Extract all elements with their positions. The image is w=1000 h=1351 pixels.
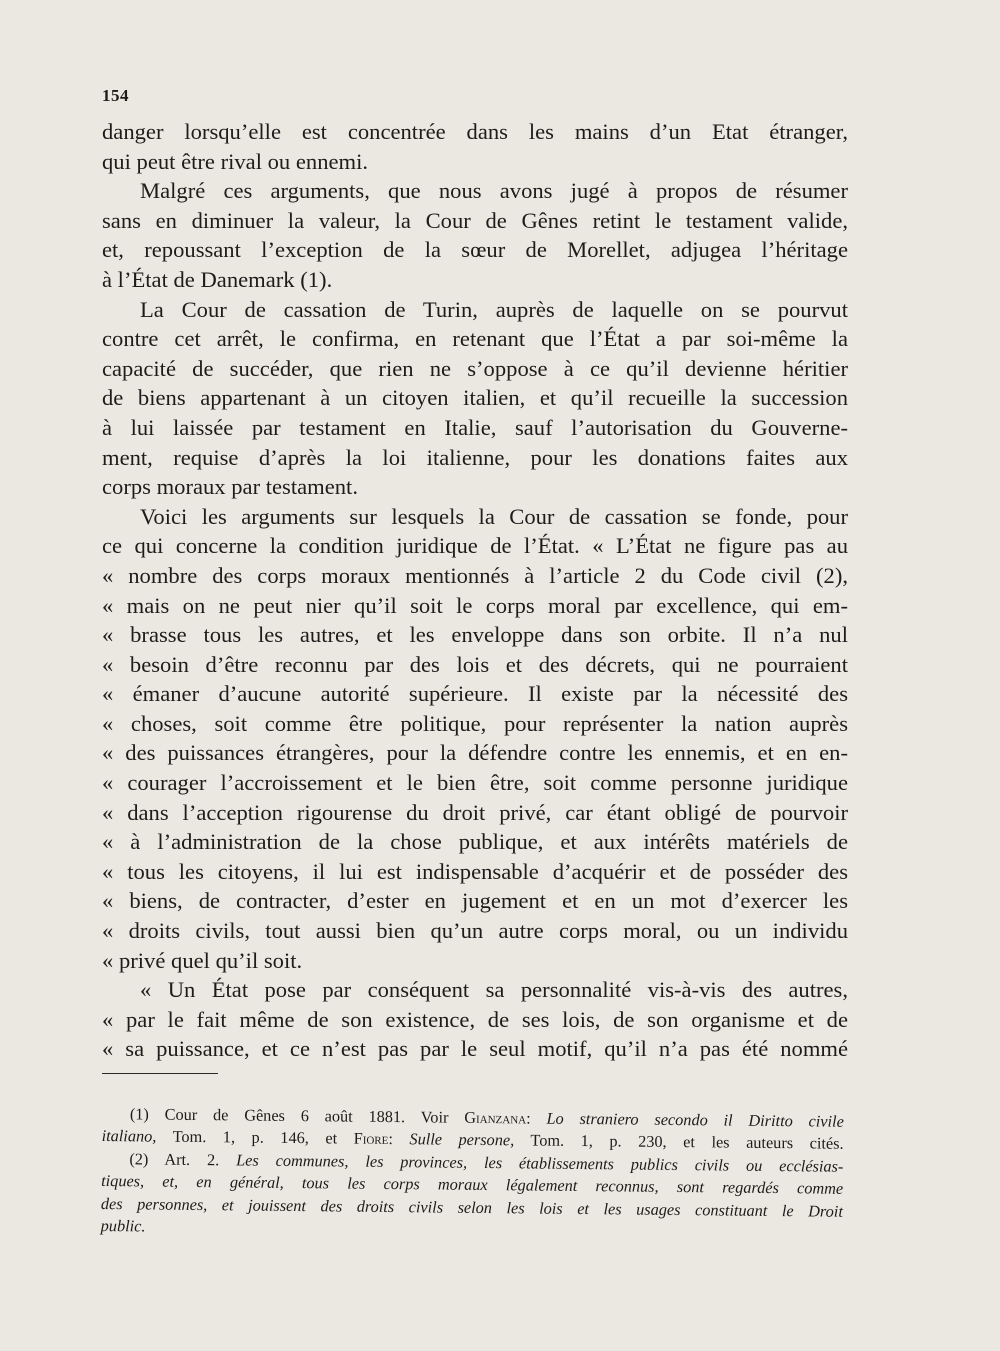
text-line: de biens appartenant à un citoyen italien, et qu’il recueille la succession bbox=[102, 385, 848, 411]
text-line: « privé quel qu’il soit. bbox=[102, 947, 303, 973]
footnote-1-text: (1) Cour de Gênes 6 août 1881. Voir bbox=[129, 1104, 449, 1127]
text-line: contre cet arrêt, le confirma, en retenant que l’État a par soi-même la bbox=[102, 326, 848, 352]
text-line: « dans l’acception rigourense du droit privé, car étant obligé de pourvoir bbox=[102, 799, 848, 825]
text-line: et, repoussant l’exception de la sœur de Morellet, adjugea l’héritage bbox=[102, 237, 848, 263]
footnotes bbox=[101, 1103, 844, 1245]
text-line: « des puissances étrangères, pour la défendre contre les ennemis, et en en- bbox=[102, 740, 848, 766]
footnote-separator bbox=[102, 1073, 218, 1074]
text-line: ce qui concerne la condition juridique de l’État. « L’État ne figure pas au bbox=[102, 533, 848, 559]
book-title: italiano, bbox=[101, 1126, 157, 1146]
text-line: Voici les arguments sur lesquels la Cour de cassation se fonde, pour bbox=[140, 503, 848, 529]
text-line: ment, requise d’après la loi italienne, pour les donations faites aux bbox=[102, 444, 848, 470]
text-line: « mais on ne peut nier qu’il soit le corps moral par excellence, qui em- bbox=[102, 592, 848, 618]
book-title: Lo straniero secondo il Diritto civile bbox=[546, 1108, 844, 1131]
text-line: « choses, soit comme être politique, pour représenter la nation auprès bbox=[102, 710, 848, 736]
text-line: « Un État pose par conséquent sa personnalité vis-à-vis des autres, bbox=[140, 977, 848, 1003]
footnote-2-line: des personnes, et jouissent des droits civils selon les lois et les usages constituant le Droit bbox=[100, 1193, 844, 1221]
body-text bbox=[102, 117, 848, 1064]
text-line: « par le fait même de son existence, de ses lois, de son organisme et de bbox=[102, 1006, 848, 1032]
page-number: 154 bbox=[102, 86, 129, 105]
text-line: « nombre des corps moraux mentionnés à l’article 2 du Code civil (2), bbox=[102, 562, 848, 588]
text-line: Malgré ces arguments, que nous avons jugé à propos de résumer bbox=[140, 178, 848, 204]
quoted-article: Les communes, les provinces, les établissements publics civils ou ecclésias- bbox=[236, 1150, 844, 1176]
text-line: « tous les citoyens, il lui est indispensable d’acquérir et de posséder des bbox=[102, 858, 848, 884]
footnote-2-line: tiques, et, en général, tous les corps moraux légalement reconnus, sont regardés comme bbox=[101, 1171, 844, 1198]
text-line: « besoin d’être reconnu par des lois et des décrets, qui ne pourraient bbox=[102, 651, 848, 677]
text-line: « à l’administration de la chose publique, et aux intérêts matériels de bbox=[102, 829, 848, 855]
book-title: Sulle persone, bbox=[409, 1129, 515, 1150]
author-name: Gianzana bbox=[464, 1107, 527, 1128]
punctuation: : bbox=[526, 1108, 531, 1128]
author-name: Fiore bbox=[353, 1129, 389, 1149]
text-line: « brasse tous les autres, et les enveloppe dans son orbite. Il n’a nul bbox=[102, 622, 848, 648]
footnote-1-text: Tom. 1, p. 230, et les auteurs cités. bbox=[530, 1130, 844, 1154]
footnote-2-text: (2) Art. 2. bbox=[129, 1149, 220, 1170]
text-line: à l’État de Danemark (1). bbox=[102, 266, 333, 292]
text-line: qui peut être rival ou ennemi. bbox=[102, 148, 369, 174]
text-line: « émaner d’aucune autorité supérieure. Il existe par la nécessité des bbox=[102, 681, 848, 707]
text-line: sans en diminuer la valeur, la Cour de Gênes retint le testament valide, bbox=[102, 207, 848, 233]
text-line: « courager l’accroissement et le bien être, soit comme personne juridique bbox=[102, 770, 848, 796]
footnote-2-line: public. bbox=[100, 1215, 146, 1236]
text-line: « biens, de contracter, d’ester en jugement et en un mot d’exercer les bbox=[102, 888, 848, 914]
text-line: corps moraux par testament. bbox=[102, 474, 358, 500]
text-line: danger lorsqu’elle est concentrée dans les mains d’un Etat étranger, bbox=[102, 119, 848, 144]
footnote-1-text: Tom. 1, p. 146, et bbox=[172, 1127, 338, 1148]
text-line: « sa puissance, et ce n’est pas par le seul motif, qu’il n’a pas été nommé bbox=[102, 1036, 848, 1062]
text-line: capacité de succéder, que rien ne s’oppose à ce qu’il devienne héritier bbox=[102, 355, 848, 381]
text-line: « droits civils, tout aussi bien qu’un autre corps moral, ou un individu bbox=[102, 918, 848, 944]
text-line: à lui laissée par testament en Italie, sauf l’autorisation du Gouverne- bbox=[102, 414, 848, 440]
text-line: La Cour de cassation de Turin, auprès de laquelle on se pourvut bbox=[140, 296, 848, 322]
punctuation: : bbox=[388, 1129, 394, 1149]
